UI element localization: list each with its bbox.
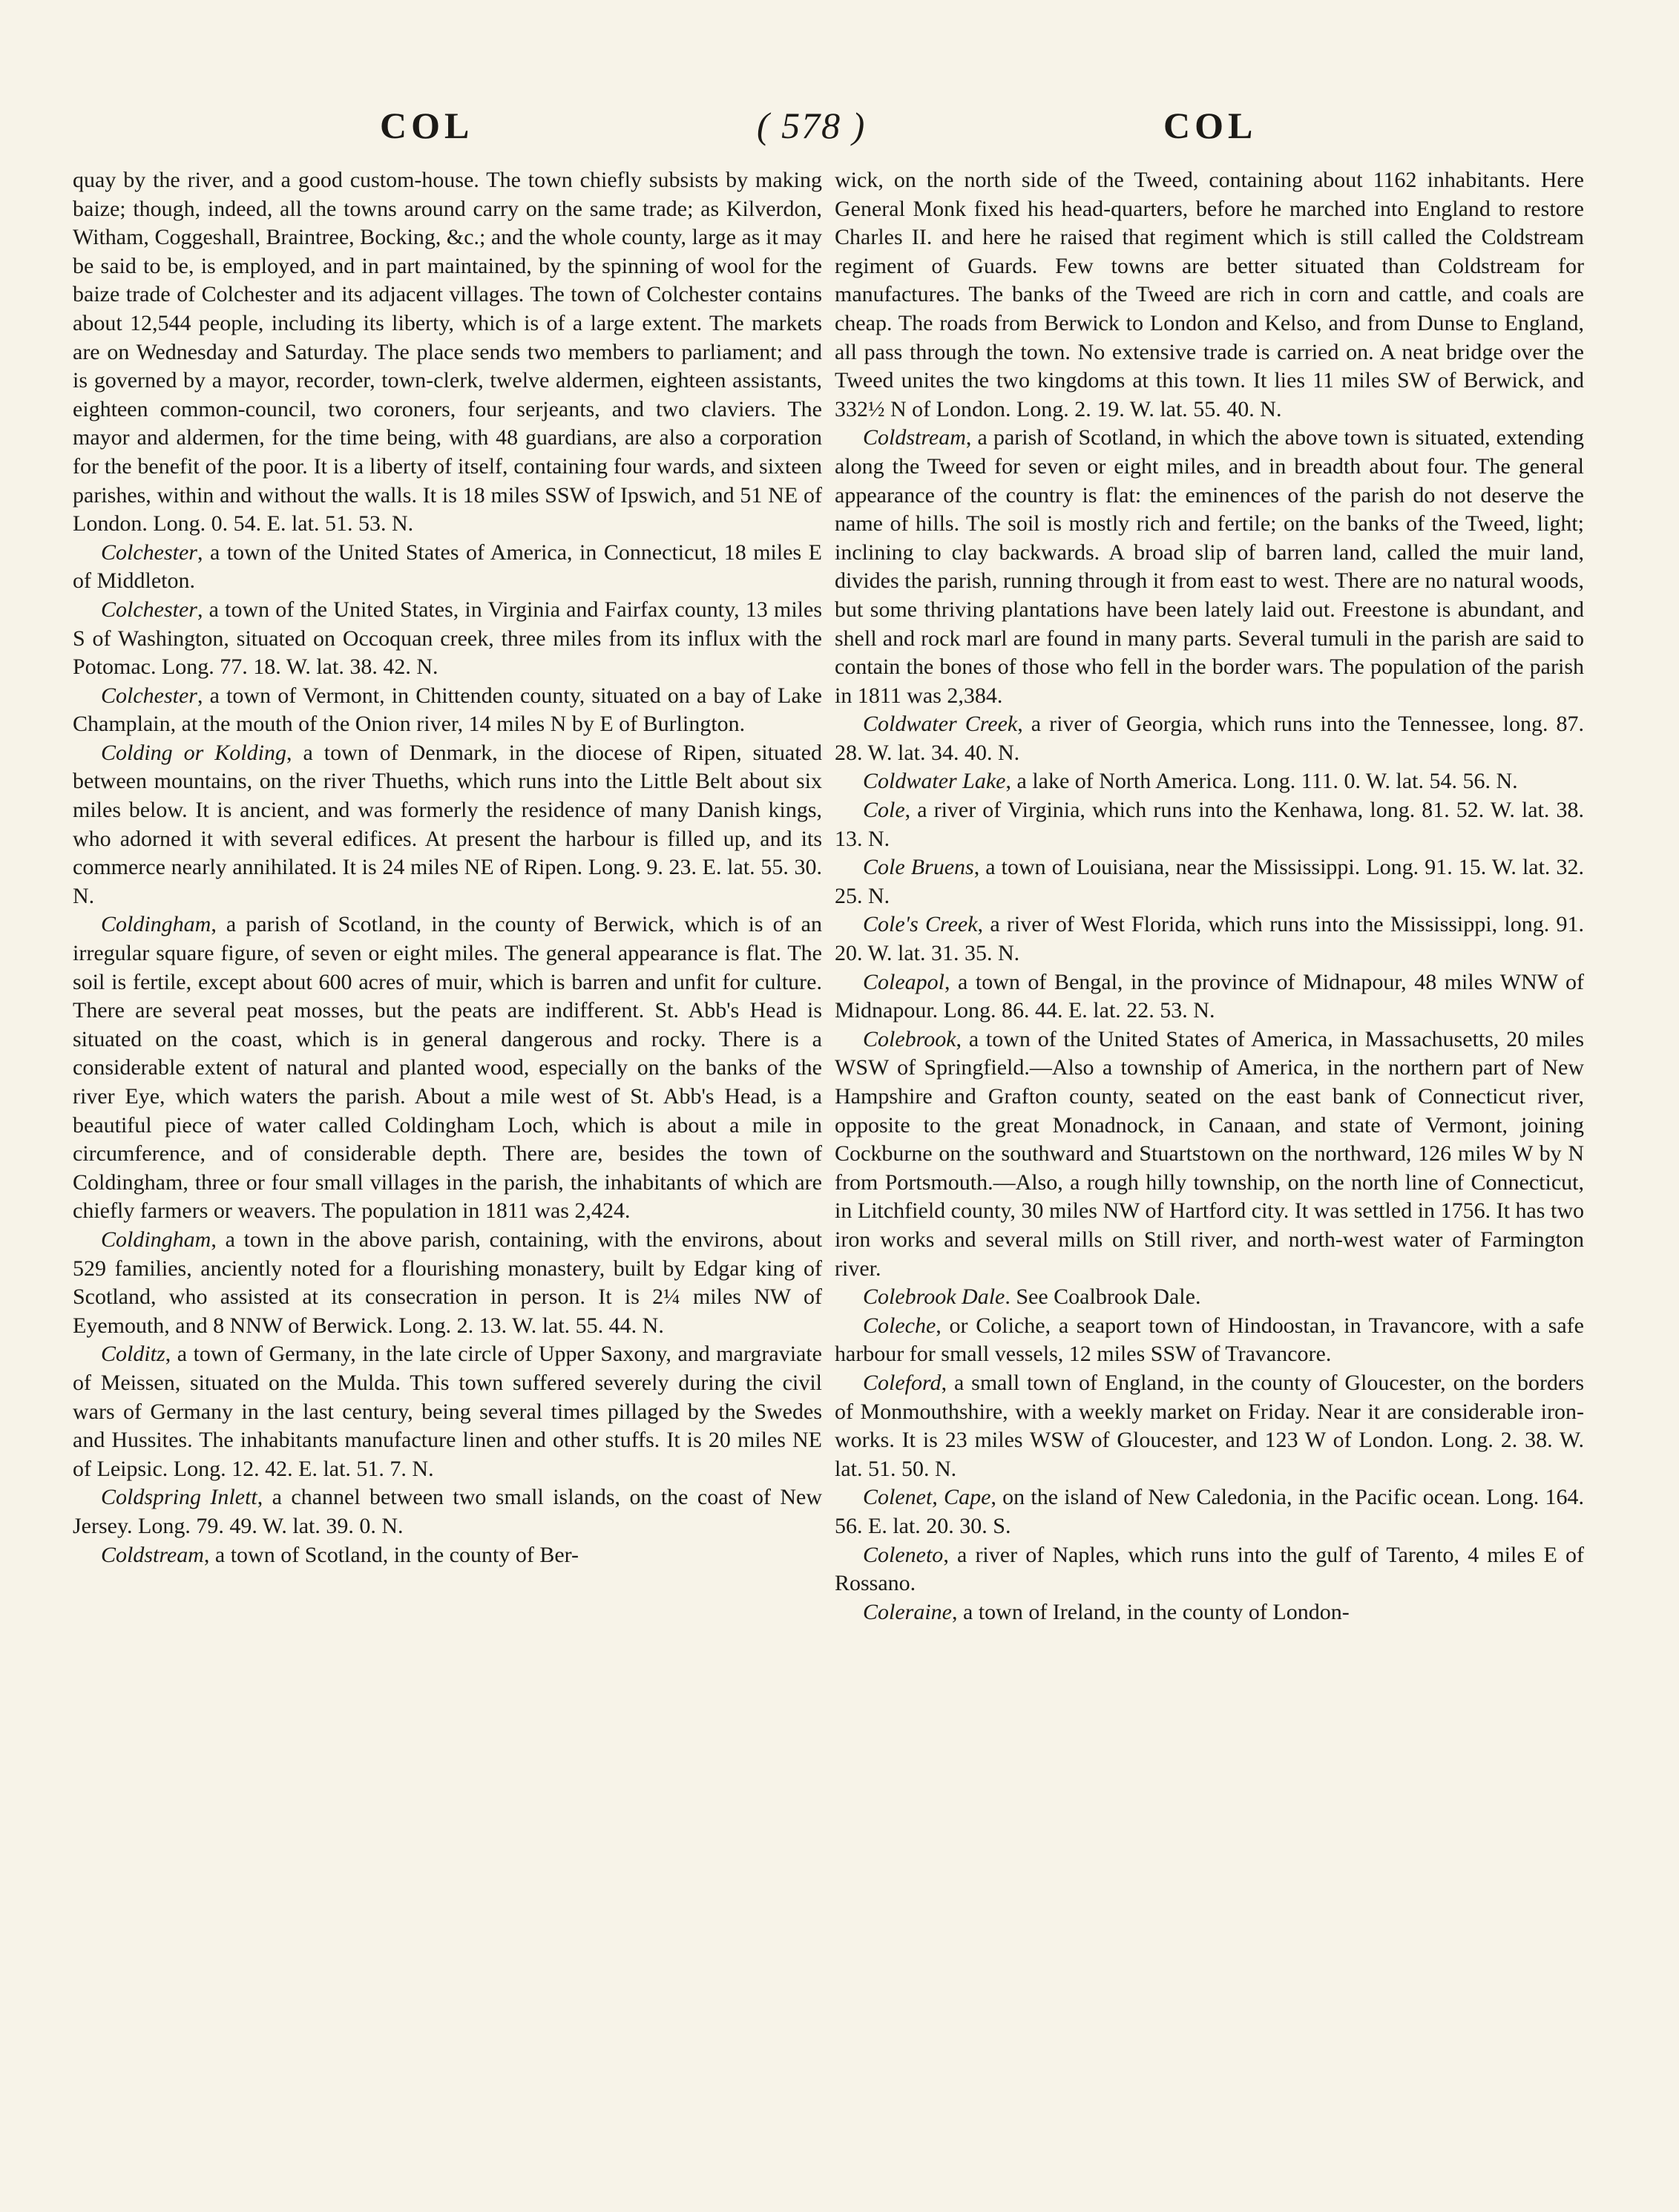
entry-text: . See Coalbrook Dale. bbox=[1005, 1284, 1201, 1310]
entry-head: Coldingham bbox=[101, 912, 211, 937]
entry bbox=[73, 682, 822, 739]
entry-head: Colebrook bbox=[863, 1026, 956, 1051]
entry-head: Cole's Creek bbox=[863, 912, 978, 937]
entry-head: Colenet, Cape bbox=[863, 1485, 991, 1510]
entry-text: , a river of Georgia, which runs into the Tennessee, long. 87. 28. W. lat. 34. 40. N. bbox=[835, 712, 1585, 765]
entry bbox=[835, 1483, 1584, 1540]
entry-text: , a lake of North America. Long. 111. 0. W. lat. 54. 56. N. bbox=[1005, 769, 1518, 794]
entry-text: , a town of the United States of America, in Massachusetts, 20 miles WSW of Springfield.—Also a township of America, in the northern part of New Hampshire and Grafton county, seated on the east bank of Connecticut river, opposite to the great Monadnock, in Canaan, and state of Vermont, joining Cockburne on the southward and Stuartstown on the northward, 126 miles W by N from Portsmouth.—Also, a rough hilly township, on the north line of Connecticut, in Litchfield county, 30 miles NW of Hartford city. It was settled in 1756. It has two iron works and several mills on Still river, and north-west water of Farmington river. bbox=[835, 1026, 1584, 1281]
entry bbox=[73, 1483, 822, 1540]
entry-head: Colding or Kolding bbox=[101, 740, 286, 765]
entry-head: Cole Bruens bbox=[863, 855, 974, 880]
entry-text: , a town of the United States, in Virginia and Fairfax county, 13 miles S of Washington, situated on Occoquan creek, three miles from its influx with the Potomac. Long. 77. 18. W. lat. 38. 42. N. bbox=[73, 597, 822, 680]
entry-text: , a river of West Florida, which runs into the Mississippi, long. 91. 20. W. lat. 31. 35. N. bbox=[835, 912, 1584, 966]
entry bbox=[835, 1283, 1584, 1312]
entry-head: Colditz bbox=[101, 1342, 165, 1367]
entry-head: Colchester bbox=[101, 539, 197, 565]
entry-head: Colchester bbox=[101, 683, 197, 708]
entry-head: Coleford bbox=[863, 1370, 942, 1395]
entry-text: , a channel between two small islands, on the coast of New Jersey. Long. 79. 49. W. lat. 39. 0. N. bbox=[73, 1485, 822, 1538]
entry-head: Colebrook Dale bbox=[863, 1284, 1005, 1310]
entry bbox=[835, 796, 1584, 853]
entry-text: , a town of Vermont, in Chittenden county, situated on a bay of Lake Champlain, at the mouth of the Onion river, 14 miles N by E of Burlington. bbox=[73, 683, 822, 737]
entry-head: Coleche bbox=[863, 1313, 936, 1338]
entry-text: , a town of Bengal, in the province of Midnapour, 48 miles WNW of Midnapour. Long. 86. 44. E. lat. 22. 53. N. bbox=[835, 969, 1584, 1023]
entry bbox=[73, 739, 822, 911]
entry bbox=[835, 853, 1584, 910]
entry-head: Coldstream bbox=[863, 425, 966, 450]
entry-head: Coleapol bbox=[863, 969, 944, 994]
entry-text: quay by the river, and a good custom-house. The town chiefly subsists by making baize; though, indeed, all the towns around carry on the same trade; as Kilverdon, Witham, Coggeshall, Braintree, Bocking, &c.; and the whole county, large as it may be said to be, is employed, and in part maintained, by the spinning of wool for the baize trade of Colchester and its adjacent villages. The town of Colchester contains about 12,544 people, including its liberty, which is of a large extent. The markets are on Wednesday and Saturday. The place sends two members to parliament; and is governed by a mayor, recorder, town-clerk, twelve aldermen, eighteen assistants, eighteen common-council, two coroners, four serjeants, and two claviers. The mayor and aldermen, for the time being, with 48 guardians, are also a corporation for the benefit of the poor. It is a liberty of itself, containing four wards, and sixteen parishes, within and without the walls. It is 18 miles SSW of Ipswich, and 51 NE of London. Long. 0. 54. E. lat. 51. 53. N. bbox=[73, 168, 822, 536]
entry-head: Cole bbox=[863, 798, 905, 823]
entry-text: , a town of Ireland, in the county of London- bbox=[952, 1599, 1350, 1624]
entry bbox=[835, 166, 1584, 424]
entry bbox=[835, 1369, 1584, 1483]
entry bbox=[73, 596, 822, 682]
right-column bbox=[835, 166, 1584, 1627]
entry-text: , a river of Virginia, which runs into the Kenhawa, long. 81. 52. W. lat. 38. 13. N. bbox=[835, 798, 1584, 851]
entry-text: , a town of the United States of America, in Connecticut, 18 miles E of Middleton. bbox=[73, 539, 822, 594]
entry bbox=[835, 1025, 1584, 1283]
entry-head: Coldwater Creek bbox=[863, 712, 1018, 737]
entry-head: Coldwater Lake bbox=[863, 769, 1006, 794]
entry bbox=[835, 1598, 1584, 1627]
entry bbox=[73, 166, 822, 539]
entry-text: , a town in the above parish, containing, with the environs, about 529 families, anciently noted for a flourishing monastery, built by Edgar king of Scotland, who assisted at its consecration in person. It is 2¼ miles NW of Eyemouth, and 8 NNW of Berwick. Long. 2. 13. W. lat. 55. 44. N. bbox=[73, 1227, 822, 1338]
entry-text: , a parish of Scotland, in which the above town is situated, extending along the Tweed for seven or eight miles, and in breadth about four. The general appearance of the country is flat: the eminences of the parish do not deserve the name of hills. The soil is mostly rich and fertile; on the banks of the Tweed, light; inclining to clay backwards. A broad slip of barren land, called the muir land, divides the parish, running through it from east to west. There are no natural woods, but some thriving plantations have been lately laid out. Freestone is abundant, and shell and rock marl are found in many parts. Several tumuli in the parish are said to contain the bones of those who fell in the border wars. The population of the parish in 1811 was 2,384. bbox=[835, 425, 1584, 708]
entry-head: Coldingham bbox=[101, 1227, 211, 1252]
entry-head: Coldstream bbox=[101, 1542, 204, 1567]
header-right-word: COL bbox=[1163, 105, 1258, 146]
entry-text: , a river of Naples, which runs into the gulf of Tarento, 4 miles E of Rossano. bbox=[835, 1542, 1584, 1596]
entry-text: , a town of Louisiana, near the Mississippi. Long. 91. 15. W. lat. 32. 25. N. bbox=[835, 855, 1584, 908]
entry bbox=[835, 767, 1584, 796]
entry-text: wick, on the north side of the Tweed, containing about 1162 inhabitants. Here General Monk fixed his head-quarters, before he marched into England to restore Charles II. and here he raised that regiment which is still called the Coldstream regiment of Guards. Few towns are better situated than Coldstream for manufactures. The banks of the Tweed are rich in corn and cattle, and coals are cheap. The roads from Berwick to London and Kelso, and from Dunse to England, all pass through the town. No extensive trade is carried on. A neat bridge over the Tweed unites the two kingdoms at this town. It lies 11 miles SW of Berwick, and 332½ N of London. Long. 2. 19. W. lat. 55. 40. N. bbox=[835, 168, 1584, 421]
entry-head: Coleraine bbox=[863, 1599, 952, 1624]
entry bbox=[835, 1312, 1584, 1369]
entry-text: , or Coliche, a seaport town of Hindoostan, in Travancore, with a safe harbour for small vessels, 12 miles SSW of Travancore. bbox=[835, 1313, 1584, 1367]
left-column bbox=[73, 166, 822, 1569]
entry bbox=[73, 1226, 822, 1340]
entry bbox=[835, 424, 1584, 710]
entry-head: Coleneto bbox=[863, 1542, 944, 1567]
entry-text: , a town of Scotland, in the county of Ber- bbox=[203, 1542, 579, 1567]
entry-text: , a parish of Scotland, in the county of Berwick, which is of an irregular square figure, of seven or eight miles. The general appearance is flat. The soil is fertile, except about 600 acres of muir, which is barren and unfit for culture. There are several peat mosses, but the peats are indifferent. St. Abb's Head is situated on the coast, which is in general dangerous and rocky. There is a considerable extent of natural and planted wood, especially on the banks of the river Eye, which waters the parish. About a mile west of St. Abb's Head, is a beautiful piece of water called Coldingham Loch, which is about a mile in circumference, and of considerable depth. There are, besides the town of Coldingham, three or four small villages in the parish, the inhabitants of which are chiefly farmers or weavers. The population in 1811 was 2,424. bbox=[73, 912, 822, 1224]
running-header bbox=[0, 104, 1679, 163]
entry bbox=[73, 1340, 822, 1483]
header-left-word: COL bbox=[380, 105, 474, 146]
entry-text: , a town of Denmark, in the diocese of Ripen, situated between mountains, on the river Thueths, which runs into the Little Belt about six miles below. It is ancient, and was formerly the residence of many Danish kings, who adorned it with several edifices. At present the harbour is filled up, and its commerce nearly annihilated. It is 24 miles NE of Ripen. Long. 9. 23. E. lat. 55. 30. N. bbox=[73, 740, 822, 908]
entry-head: Colchester bbox=[101, 597, 197, 622]
entry bbox=[73, 1541, 822, 1570]
entry bbox=[835, 910, 1584, 968]
entry bbox=[73, 539, 822, 596]
page-number: ( 578 ) bbox=[757, 105, 867, 146]
entry bbox=[835, 710, 1584, 767]
entry-text: , on the island of New Caledonia, in the Pacific ocean. Long. 164. 56. E. lat. 20. 30. S. bbox=[835, 1485, 1584, 1538]
entry bbox=[835, 968, 1584, 1025]
entry bbox=[835, 1541, 1584, 1598]
entry-text: , a small town of England, in the county of Gloucester, on the borders of Monmouthshire, with a weekly market on Friday. Near it are considerable iron-works. It is 23 miles WSW of Gloucester, and 123 W of London. Long. 2. 38. W. lat. 51. 50. N. bbox=[835, 1370, 1584, 1481]
entry-head: Coldspring Inlett bbox=[101, 1485, 257, 1510]
entry-text: , a town of Germany, in the late circle of Upper Saxony, and margraviate of Meissen, situated on the Mulda. This town suffered severely during the civil wars of Germany in the last century, being several times pillaged by the Swedes and Hussites. The inhabitants manufacture linen and other stuffs. It is 20 miles NE of Leipsic. Long. 12. 42. E. lat. 51. 7. N. bbox=[73, 1342, 822, 1481]
entry bbox=[73, 910, 822, 1226]
